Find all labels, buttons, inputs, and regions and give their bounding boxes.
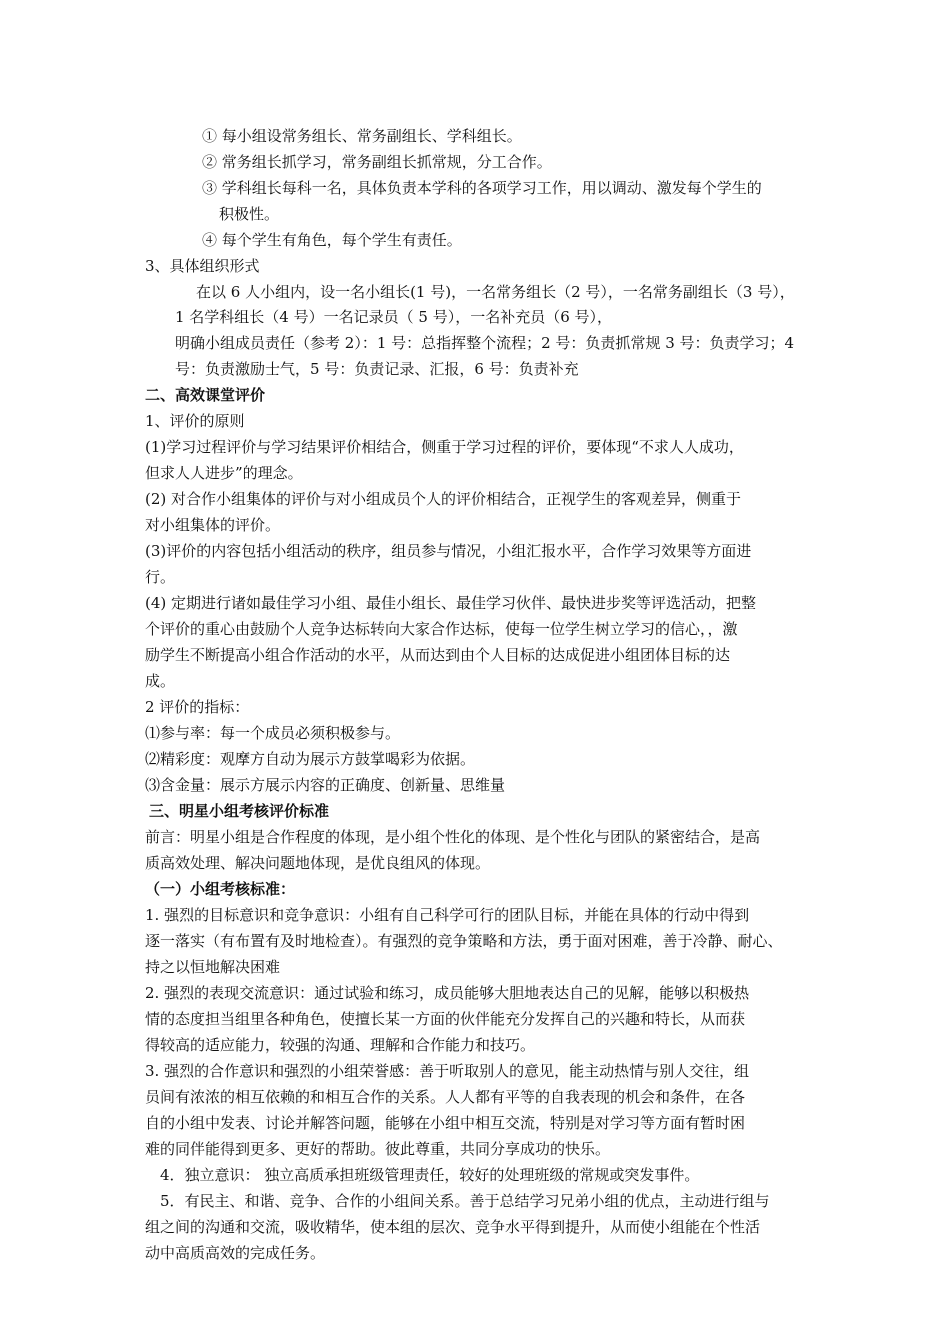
text-line: ④ 每个学生有角色，每个学生有责任。 xyxy=(202,231,462,249)
text-line: ⑵精彩度：观摩方自动为展示方鼓掌喝彩为依据。 xyxy=(145,750,476,768)
text-line: ⑴参与率：每一个成员必须积极参与。 xyxy=(145,724,401,742)
text-line: 3. 强烈的合作意识和强烈的小组荣誉感：善于听取别人的意见，能主动热情与别人交往，组 xyxy=(145,1062,750,1080)
text-line: ② 常务组长抓学习，常务副组长抓常规，分工合作。 xyxy=(202,153,552,171)
text-line: 5．有民主、和谐、竞争、合作的小组间关系。善于总结学习兄弟小组的优点，主动进行组与 xyxy=(160,1192,770,1210)
text-line: 1 名学科组长（4 号）一名记录员（ 5 号），一名补充员（6 号）， xyxy=(175,308,613,326)
text-line: 行。 xyxy=(145,568,176,586)
text-line: ⑶含金量：展示方展示内容的正确度、创新量、思维量 xyxy=(145,776,506,794)
text-line: 员间有浓浓的相互依赖的和相互合作的关系。人人都有平等的自我表现的机会和条件，在各 xyxy=(145,1088,746,1106)
text-line: 积极性。 xyxy=(219,205,280,223)
text-line: 组之间的沟通和交流，吸收精华，使本组的层次、竞争水平得到提升，从而使小组能在个性活 xyxy=(145,1218,761,1236)
text-line: 对小组集体的评价。 xyxy=(145,516,281,534)
text-line: (3)评价的内容包括小组活动的秩序，组员参与情况，小组汇报水平，合作学习效果等方面进 xyxy=(145,542,752,560)
text-line: 个评价的重心由鼓励个人竞争达标转向大家合作达标，使每一位学生树立学习的信心，，激 xyxy=(145,620,738,638)
text-line: 难的同伴能得到更多、更好的帮助。彼此尊重，共同分享成功的快乐。 xyxy=(145,1140,611,1158)
text-line: 1. 强烈的目标意识和竞争意识：小组有自己科学可行的团队目标，并能在具体的行动中得到 xyxy=(145,906,750,924)
text-line: 号：负责激励士气，5 号：负责记录、汇报，6 号：负责补充 xyxy=(175,360,579,378)
text-line: 得较高的适应能力，较强的沟通、理解和合作能力和技巧。 xyxy=(145,1036,536,1054)
text-line: 自的小组中发表、讨论并解答问题，能够在小组中相互交流，特别是对学习等方面有暂时困 xyxy=(145,1114,746,1132)
text-line: 在以 6 人小组内，设一名小组长(1 号)，一名常务组长（2 号），一名常务副组长（3 号）， xyxy=(196,283,795,301)
text-line: 前言：明星小组是合作程度的体现，是小组个性化的体现、是个性化与团队的紧密结合，是高 xyxy=(145,828,761,846)
text-line: 3、具体组织形式 xyxy=(145,257,260,275)
text-line: 2. 强烈的表现交流意识：通过试验和练习，成员能够大胆地表达自己的见解，能够以积极热 xyxy=(145,984,750,1002)
text-line: 成。 xyxy=(145,672,176,690)
section-heading: 二、高效课堂评价 xyxy=(145,386,266,404)
text-line: ③ 学科组长每科一名，具体负责本学科的各项学习工作，用以调动、激发每个学生的 xyxy=(202,179,762,197)
text-line: 持之以恒地解决困难 xyxy=(145,958,281,976)
text-line: 情的态度担当组里各种角色，使擅长某一方面的伙伴能充分发挥自己的兴趣和特长，从而获 xyxy=(145,1010,746,1028)
text-line: 动中高质高效的完成任务。 xyxy=(145,1244,326,1262)
text-line: 1、评价的原则 xyxy=(145,412,245,430)
text-line: 4．独立意识： 独立高质承担班级管理责任，较好的处理班级的常规或突发事件。 xyxy=(160,1166,700,1184)
text-line: (1)学习过程评价与学习结果评价相结合，侧重于学习过程的评价，要体现“不求人人成功， xyxy=(145,438,744,456)
text-line: 2 评价的指标： xyxy=(145,698,250,716)
text-line: 质高效处理、解决问题地体现，是优良组风的体现。 xyxy=(145,854,491,872)
text-line: 逐一落实（有布置有及时地检查）。有强烈的竞争策略和方法，勇于面对困难，善于冷静、耐心、 xyxy=(145,932,783,950)
text-line: 但求人人进步”的理念。 xyxy=(145,464,303,482)
text-line: 明确小组成员责任（参考 2）：1 号：总指挥整个流程；2 号：负责抓常规 3 号：负责学习；4 xyxy=(175,334,795,352)
subsection-heading: （一）小组考核标准： xyxy=(145,880,296,898)
text-line: (4) 定期进行诸如最佳学习小组、最佳小组长、最佳学习伙伴、最快进步奖等评选活动，把整 xyxy=(145,594,757,612)
text-line: ① 每小组设常务组长、常务副组长、学科组长。 xyxy=(202,127,522,145)
text-line: (2) 对合作小组集体的评价与对小组成员个人的评价相结合，正视学生的客观差异，侧重于 xyxy=(145,490,742,508)
text-line: 励学生不断提高小组合作活动的水平，从而达到由个人目标的达成促进小组团体目标的达 xyxy=(145,646,731,664)
section-heading: 三、明星小组考核评价标准 xyxy=(149,802,330,820)
